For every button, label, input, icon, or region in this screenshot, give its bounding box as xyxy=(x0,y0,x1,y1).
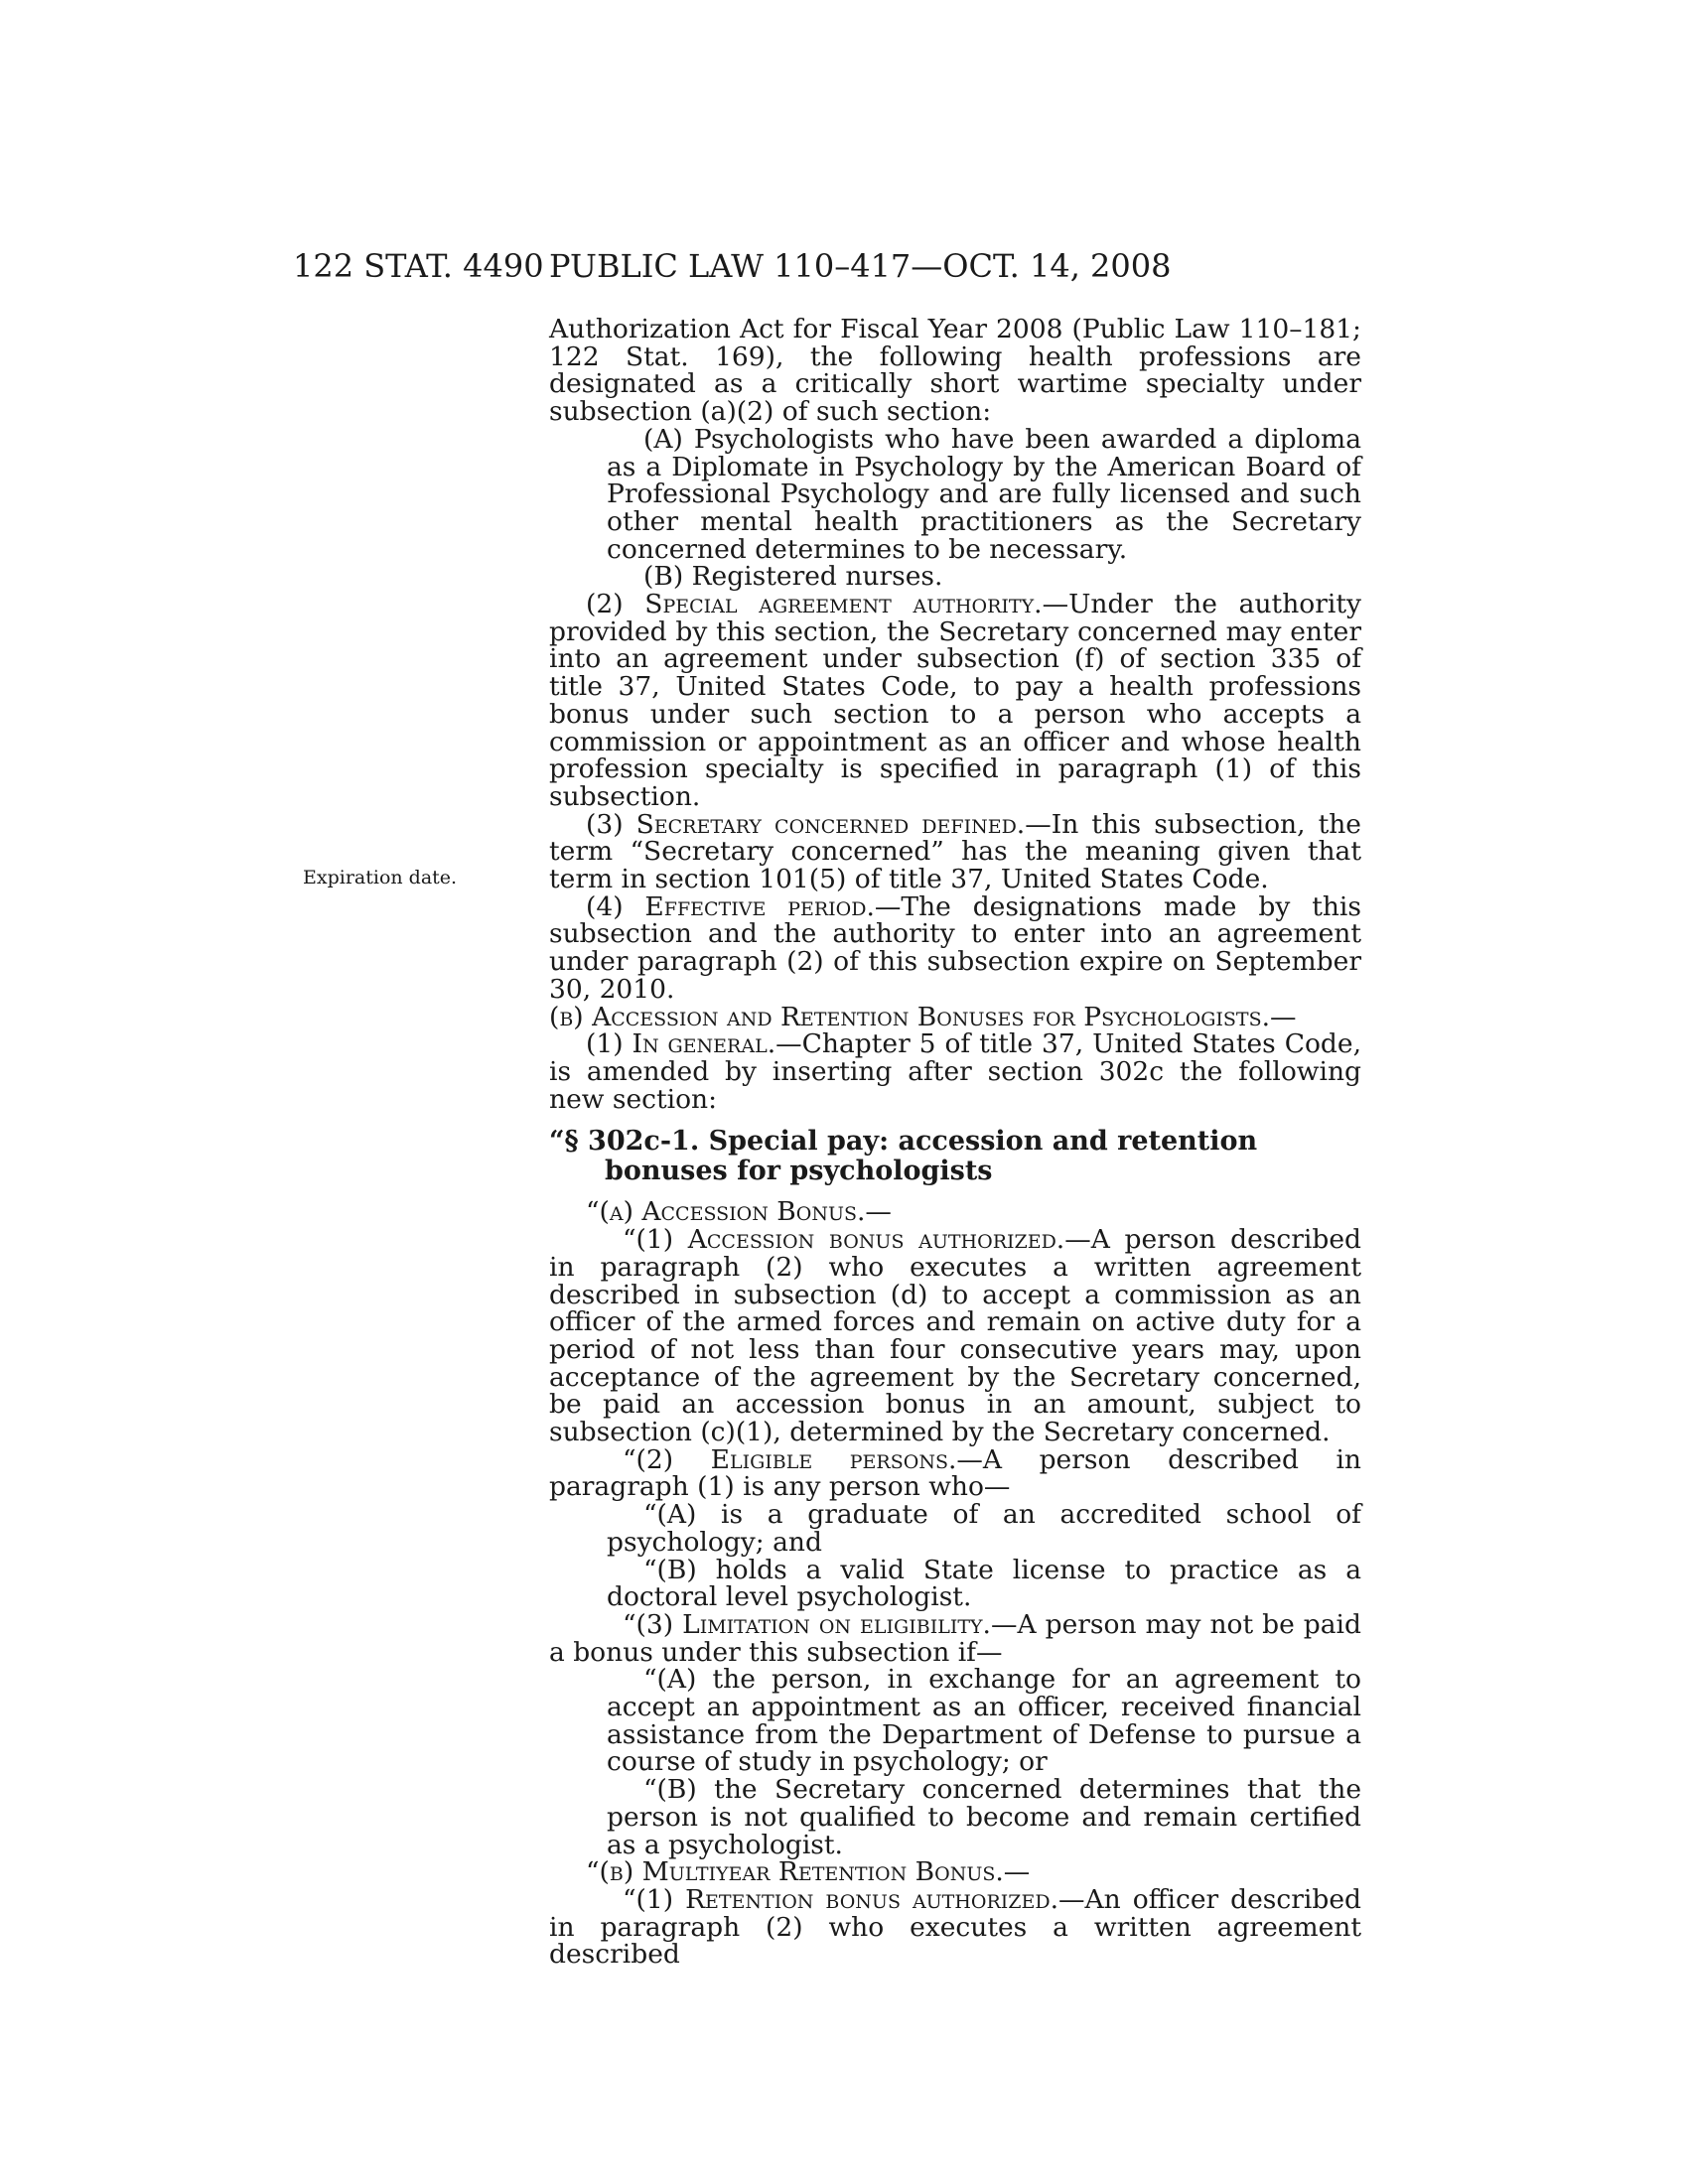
paragraph-accession-authorized: “(1) Accession bonus authorized.—A person described in paragraph (2) who executes a written agreement described in subsection (d) to accept a commission as an officer of the armed forces and remain on active duty for a period of not less than four consecutive years may, upon acceptance of the agreement by the Secretary concerned, be paid an accession bonus in an amount, subject to subsection (c)(1), determined by the Secretary concerned. xyxy=(549,1224,1361,1448)
paragraph-limitation: “(3) Limitation on eligibility.—A person may not be paid a bonus under this subsection if— xyxy=(549,1608,1361,1668)
stat-page-number: 122 STAT. 4490 xyxy=(293,247,544,285)
paragraph-accession-bonus: “(a) Accession Bonus.— xyxy=(586,1196,892,1228)
paragraph-not-qualified: “(B) the Secretary concerned determines that the person is not qualified to become and remain certified as a psychologist. xyxy=(607,1774,1361,1860)
paragraph-registered-nurses: (B) Registered nurses. xyxy=(643,561,943,593)
paragraph-secretary-defined: (3) Secretary concerned defined.—In this subsection, the term “Secretary concerned” has the meaning given that term in section 101(5) of title 37, United States Code. xyxy=(549,808,1361,895)
paragraph-state-license: “(B) holds a valid State license to practice as a doctoral level psychologist. xyxy=(607,1554,1361,1613)
heading-limitation: “(3) Limitation on eligibility. xyxy=(623,1608,991,1640)
paragraph-continuation: Authorization Act for Fiscal Year 2008 (Public Law 110–181; 122 Stat. 169), the following health professions are designated as a critically short wartime specialty under subsection (a)(2) of such section: xyxy=(549,314,1361,428)
margin-note-expiration: Expiration date. xyxy=(303,867,458,888)
heading-retention-authorized: “(1) Retention bonus authorized. xyxy=(623,1883,1059,1915)
paragraph-financial-assistance: “(A) the person, in exchange for an agreement to accept an appointment as an officer, received financial assistance from the Department of Defense to pursue a course of study in psychology; or xyxy=(607,1664,1361,1778)
paragraph-eligible-persons: “(2) Eligible persons.—A person described in paragraph (1) is any person who— xyxy=(549,1443,1361,1503)
paragraph-graduate: “(A) is a graduate of an accredited school of psychology; and xyxy=(607,1499,1361,1558)
paragraph-retention-authorized: “(1) Retention bonus authorized.—An officer described in paragraph (2) who executes a written agreement described xyxy=(549,1883,1361,1971)
paragraph-special-agreement: (2) Special agreement authority.—Under the authority provided by this section, the Secretary concerned may enter into an agreement under subsection (f) of section 335 of title 37, United States Code, to pay a health professions bonus under such section to a person who accepts a commission or appointment as an officer and whose health profession specialty is specified in paragraph (1) of this subsection. xyxy=(549,589,1361,812)
running-head: PUBLIC LAW 110–417—OCT. 14, 2008 xyxy=(549,247,1172,285)
statute-body xyxy=(549,316,1361,1969)
heading-effective-period: (4) Effective period. xyxy=(586,890,875,922)
heading-accession-authorized: “(1) Accession bonus authorized. xyxy=(623,1224,1065,1256)
heading-special-agreement: (2) Special agreement authority. xyxy=(586,589,1043,620)
paragraph-effective-period: (4) Effective period.—The designations made by this subsection and the authority to enter into an agreement under paragraph (2) of this subsection expire on September 30, 2010. xyxy=(549,890,1361,1005)
heading-subsection-b: (b) Accession and Retention Bonuses for Psychologists. xyxy=(549,1001,1271,1032)
heading-in-general: (1) In general. xyxy=(586,1028,776,1060)
paragraph-multiyear-retention: “(b) Multiyear Retention Bonus.— xyxy=(586,1856,1031,1888)
paragraph-psychologists: (A) Psychologists who have been awarded a diploma as a Diplomate in Psychology by the American Board of Professional Psychology and are fully licensed and such other mental health practitioners as the Secretary concerned determines to be necessary. xyxy=(607,423,1361,565)
paragraph-in-general: (1) In general.—Chapter 5 of title 37, United States Code, is amended by inserting after section 302c the following new section: xyxy=(549,1028,1361,1115)
heading-eligible-persons: “(2) Eligible persons. xyxy=(623,1443,957,1475)
heading-multiyear-retention: “(b) Multiyear Retention Bonus. xyxy=(586,1856,1004,1888)
section-heading-302c-1: “§ 302c-1. Special pay: accession and retention bonuses for psychologists xyxy=(549,1126,1258,1187)
heading-accession-bonus: “(a) Accession Bonus. xyxy=(586,1196,866,1228)
heading-secretary-defined: (3) Secretary concerned defined. xyxy=(586,808,1026,840)
paragraph-subsection-b: (b) Accession and Retention Bonuses for Psychologists.— xyxy=(549,1001,1297,1032)
